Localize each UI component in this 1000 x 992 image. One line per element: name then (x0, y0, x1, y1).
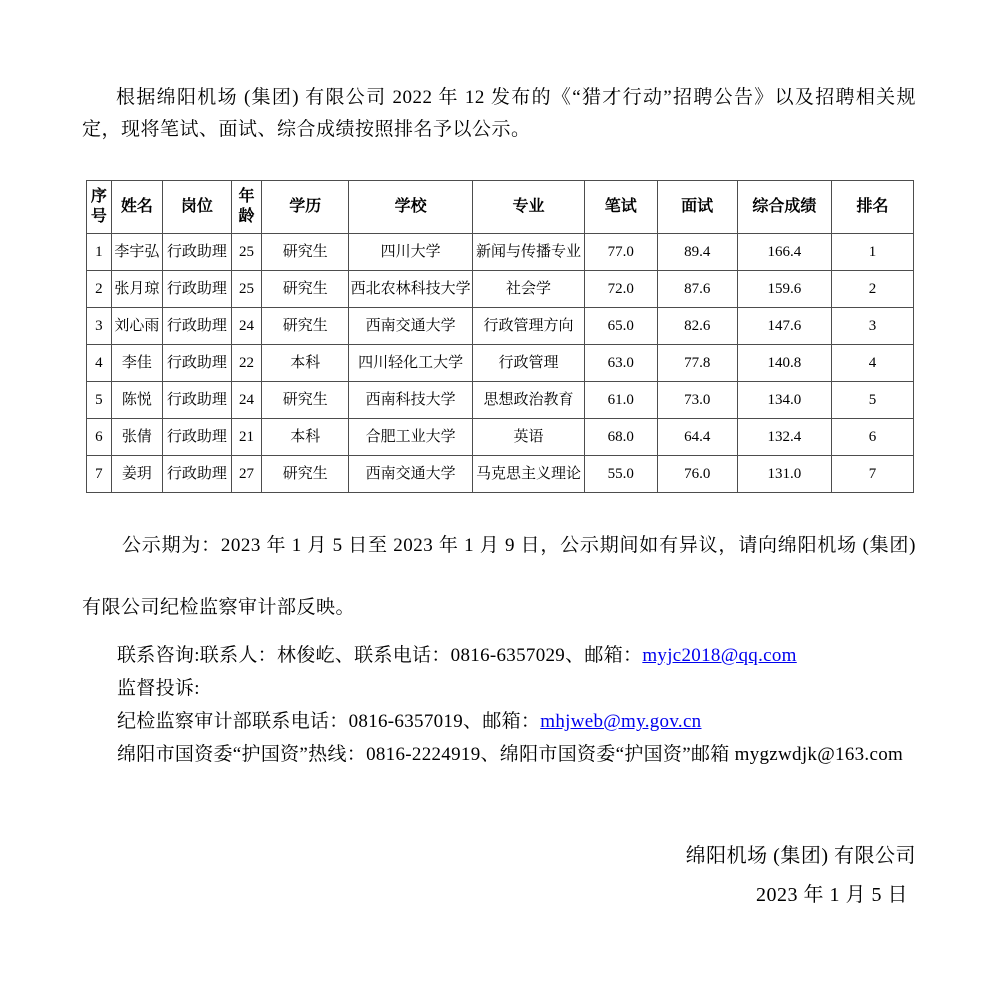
table-cell: 132.4 (737, 419, 831, 456)
table-cell: 思想政治教育 (473, 382, 585, 419)
table-header-cell: 排名 (832, 181, 914, 234)
contact-supervise-line: 监督投诉: (117, 678, 200, 699)
table-cell: 西北农林科技大学 (349, 271, 473, 308)
table-cell: 24 (231, 308, 262, 345)
table-row (87, 308, 914, 345)
table-cell: 4 (87, 345, 112, 382)
signature-block (82, 837, 916, 915)
table-cell: 2 (87, 271, 112, 308)
table-cell: 研究生 (262, 382, 349, 419)
intro-paragraph: 根据绵阳机场 (集团) 有限公司 2022 年 12 发布的《“猎才行动”招聘公告》以及招聘相关规定，现将笔试、面试、综合成绩按照排名予以公示。 (82, 87, 916, 140)
table-cell: 陈悦 (111, 382, 162, 419)
table-cell: 本科 (262, 345, 349, 382)
table-cell: 1 (832, 234, 914, 271)
table-cell: 研究生 (262, 234, 349, 271)
table-cell: 行政助理 (163, 419, 232, 456)
table-cell: 3 (832, 308, 914, 345)
table-cell: 行政管理方向 (473, 308, 585, 345)
table-cell: 研究生 (262, 456, 349, 493)
table-cell: 1 (87, 234, 112, 271)
table-header-cell: 年龄 (231, 181, 262, 234)
table-cell: 7 (87, 456, 112, 493)
contact-discipline-text: 纪检监察审计部联系电话：0816-6357019、邮箱： (117, 711, 541, 732)
table-cell: 89.4 (657, 234, 737, 271)
contact-consult-line (117, 639, 916, 672)
table-cell: 5 (87, 382, 112, 419)
consult-email-link[interactable]: myjc2018@qq.com (642, 645, 797, 666)
signature-date: 2023 年 1 月 5 日 (756, 884, 908, 906)
table-cell: 25 (231, 271, 262, 308)
table-cell: 英语 (473, 419, 585, 456)
table-cell: 65.0 (584, 308, 657, 345)
table-header-cell: 学历 (262, 181, 349, 234)
contact-consult-text: 联系咨询:联系人：林俊屹、联系电话：0816-6357029、邮箱： (117, 645, 643, 666)
table-row (87, 382, 914, 419)
table-cell: 77.0 (584, 234, 657, 271)
table-cell: 四川大学 (349, 234, 473, 271)
table-cell: 西南交通大学 (349, 456, 473, 493)
table-cell: 63.0 (584, 345, 657, 382)
table-cell: 行政助理 (163, 308, 232, 345)
discipline-email-link[interactable]: mhjweb@my.gov.cn (540, 711, 702, 732)
table-cell: 行政助理 (163, 345, 232, 382)
table-cell: 61.0 (584, 382, 657, 419)
table-cell: 73.0 (657, 382, 737, 419)
table-header-row (87, 181, 914, 234)
table-cell: 张月琼 (111, 271, 162, 308)
table-cell: 姜玥 (111, 456, 162, 493)
table-row (87, 234, 914, 271)
table-cell: 研究生 (262, 271, 349, 308)
table-cell: 147.6 (737, 308, 831, 345)
table-cell: 新闻与传播专业 (473, 234, 585, 271)
contact-discipline-line (117, 705, 916, 738)
table-cell: 行政助理 (163, 271, 232, 308)
table-cell: 行政管理 (473, 345, 585, 382)
table-cell: 西南交通大学 (349, 308, 473, 345)
table-cell: 27 (231, 456, 262, 493)
table-cell: 5 (832, 382, 914, 419)
table-cell: 刘心雨 (111, 308, 162, 345)
table-cell: 马克思主义理论 (473, 456, 585, 493)
table-header-cell: 姓名 (111, 181, 162, 234)
table-cell: 研究生 (262, 308, 349, 345)
table-cell: 159.6 (737, 271, 831, 308)
table-cell: 李佳 (111, 345, 162, 382)
table-row (87, 345, 914, 382)
table-cell: 134.0 (737, 382, 831, 419)
table-row (87, 456, 914, 493)
table-cell: 131.0 (737, 456, 831, 493)
table-cell: 64.4 (657, 419, 737, 456)
table-cell: 合肥工业大学 (349, 419, 473, 456)
table-cell: 行政助理 (163, 456, 232, 493)
signature-company: 绵阳机场 (集团) 有限公司 (685, 845, 916, 867)
table-cell: 6 (832, 419, 914, 456)
table-cell: 西南科技大学 (349, 382, 473, 419)
table-header-cell: 岗位 (163, 181, 232, 234)
table-cell: 25 (231, 234, 262, 271)
table-cell: 77.8 (657, 345, 737, 382)
table-cell: 55.0 (584, 456, 657, 493)
table-header-cell: 面试 (657, 181, 737, 234)
results-table (86, 180, 914, 493)
table-header-cell: 综合成绩 (737, 181, 831, 234)
table-cell: 87.6 (657, 271, 737, 308)
table-cell: 68.0 (584, 419, 657, 456)
table-cell: 3 (87, 308, 112, 345)
table-header-cell: 专业 (473, 181, 585, 234)
table-header-cell: 笔试 (584, 181, 657, 234)
table-cell: 22 (231, 345, 262, 382)
table-cell: 7 (832, 456, 914, 493)
table-cell: 24 (231, 382, 262, 419)
table-cell: 21 (231, 419, 262, 456)
table-cell: 76.0 (657, 456, 737, 493)
contact-sasac-line: 绵阳市国资委“护国资”热线：0816-2224919、绵阳市国资委“护国资”邮箱 mygzwdjk@163.com (117, 744, 904, 765)
table-cell: 166.4 (737, 234, 831, 271)
table-cell: 82.6 (657, 308, 737, 345)
table-row (87, 271, 914, 308)
table-cell: 社会学 (473, 271, 585, 308)
table-header-cell: 序号 (87, 181, 112, 234)
table-cell: 本科 (262, 419, 349, 456)
table-cell: 2 (832, 271, 914, 308)
notice-paragraph: 公示期为：2023 年 1 月 5 日至 2023 年 1 月 9 日，公示期间如有异议，请向绵阳机场 (集团) 有限公司纪检监察审计部反映。 (82, 535, 916, 618)
table-cell: 4 (832, 345, 914, 382)
table-body (87, 234, 914, 493)
table-cell: 6 (87, 419, 112, 456)
table-cell: 行政助理 (163, 234, 232, 271)
table-header-cell: 学校 (349, 181, 473, 234)
table-row (87, 419, 914, 456)
table-cell: 李宇弘 (111, 234, 162, 271)
table-cell: 四川轻化工大学 (349, 345, 473, 382)
table-cell: 行政助理 (163, 382, 232, 419)
contact-section (117, 639, 916, 771)
table-cell: 72.0 (584, 271, 657, 308)
table-cell: 140.8 (737, 345, 831, 382)
table-cell: 张倩 (111, 419, 162, 456)
